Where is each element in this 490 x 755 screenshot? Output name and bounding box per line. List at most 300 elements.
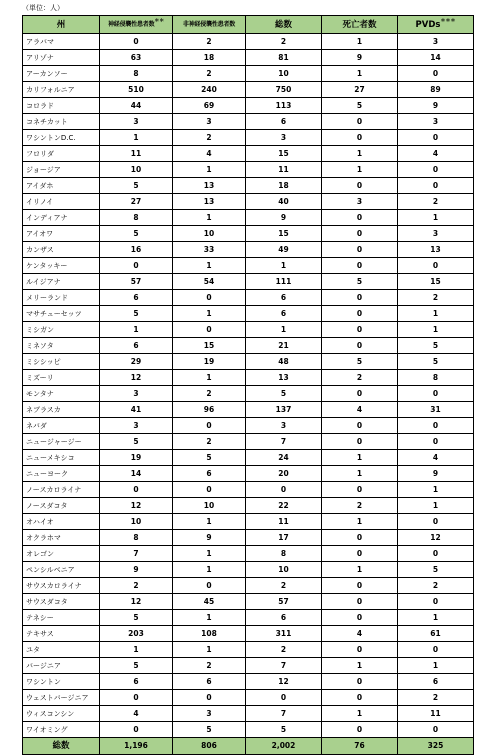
cell-total: 113 [246, 98, 322, 114]
cell-state: アイダホ [23, 178, 100, 194]
cell-nonneuro: 1 [173, 610, 246, 626]
cell-pvd: 0 [398, 722, 474, 738]
cell-pvd: 2 [398, 194, 474, 210]
cell-state: アリゾナ [23, 50, 100, 66]
cell-neuro: 203 [100, 626, 173, 642]
cell-state: バージニア [23, 658, 100, 674]
header-neuro: 神経侵襲性患者数＊＊ [100, 16, 173, 34]
cell-state: サウスダコタ [23, 594, 100, 610]
cell-pvd: 1 [398, 498, 474, 514]
totals-pvd: 325 [398, 738, 474, 755]
cell-deaths: 3 [322, 194, 398, 210]
table-row [23, 114, 474, 130]
table-row [23, 258, 474, 274]
cell-pvd: 1 [398, 306, 474, 322]
cell-total: 3 [246, 130, 322, 146]
header-total: 総数 [246, 16, 322, 34]
cell-total: 17 [246, 530, 322, 546]
cell-total: 7 [246, 434, 322, 450]
header-neuro-mark: ＊＊ [154, 17, 164, 24]
table-row [23, 98, 474, 114]
cell-deaths: 0 [322, 674, 398, 690]
table-row [23, 626, 474, 642]
table-row [23, 482, 474, 498]
cell-total: 1 [246, 322, 322, 338]
table-row [23, 290, 474, 306]
table-body [23, 34, 474, 738]
cell-state: オクラホマ [23, 530, 100, 546]
cell-neuro: 5 [100, 226, 173, 242]
cell-pvd: 11 [398, 706, 474, 722]
cell-neuro: 0 [100, 34, 173, 50]
cell-pvd: 4 [398, 146, 474, 162]
cell-neuro: 44 [100, 98, 173, 114]
cell-pvd: 61 [398, 626, 474, 642]
cell-pvd: 0 [398, 130, 474, 146]
cell-state: アーカンソー [23, 66, 100, 82]
cell-total: 0 [246, 482, 322, 498]
table-row [23, 658, 474, 674]
cell-total: 1 [246, 258, 322, 274]
cell-total: 57 [246, 594, 322, 610]
cell-pvd: 0 [398, 258, 474, 274]
cell-nonneuro: 1 [173, 562, 246, 578]
cell-state: ケンタッキー [23, 258, 100, 274]
cell-nonneuro: 240 [173, 82, 246, 98]
cell-deaths: 9 [322, 50, 398, 66]
table-row [23, 274, 474, 290]
cell-pvd: 1 [398, 210, 474, 226]
cell-neuro: 11 [100, 146, 173, 162]
cell-total: 49 [246, 242, 322, 258]
cell-nonneuro: 1 [173, 258, 246, 274]
cell-state: ワシントンD.C. [23, 130, 100, 146]
cell-deaths: 1 [322, 562, 398, 578]
cell-pvd: 13 [398, 242, 474, 258]
cell-nonneuro: 0 [173, 578, 246, 594]
cell-nonneuro: 2 [173, 658, 246, 674]
totals-nonneuro: 806 [173, 738, 246, 755]
cell-deaths: 0 [322, 178, 398, 194]
cell-state: フロリダ [23, 146, 100, 162]
cell-pvd: 1 [398, 610, 474, 626]
data-table-wrapper [22, 15, 473, 755]
cell-total: 11 [246, 514, 322, 530]
table-row [23, 370, 474, 386]
cell-deaths: 0 [322, 242, 398, 258]
cell-total: 15 [246, 146, 322, 162]
cell-nonneuro: 0 [173, 690, 246, 706]
table-row [23, 306, 474, 322]
cell-neuro: 2 [100, 578, 173, 594]
table-row [23, 162, 474, 178]
cell-neuro: 27 [100, 194, 173, 210]
cell-state: ニューヨーク [23, 466, 100, 482]
cell-state: ノースダコタ [23, 498, 100, 514]
cell-state: ワシントン [23, 674, 100, 690]
cell-total: 15 [246, 226, 322, 242]
cell-state: ウィスコンシン [23, 706, 100, 722]
cell-deaths: 27 [322, 82, 398, 98]
table-row [23, 498, 474, 514]
cell-pvd: 2 [398, 290, 474, 306]
cell-neuro: 3 [100, 386, 173, 402]
cell-deaths: 0 [322, 434, 398, 450]
cell-nonneuro: 10 [173, 498, 246, 514]
table-row [23, 706, 474, 722]
table-row [23, 674, 474, 690]
cell-state: ニューメキシコ [23, 450, 100, 466]
totals-total: 2,002 [246, 738, 322, 755]
table-row [23, 34, 474, 50]
header-pvd-mark: ＊＊＊ [440, 17, 456, 24]
cell-pvd: 3 [398, 34, 474, 50]
cell-total: 311 [246, 626, 322, 642]
cell-deaths: 0 [322, 290, 398, 306]
cell-neuro: 510 [100, 82, 173, 98]
cell-nonneuro: 0 [173, 418, 246, 434]
table-row [23, 450, 474, 466]
cell-deaths: 1 [322, 34, 398, 50]
cell-pvd: 5 [398, 338, 474, 354]
cell-nonneuro: 5 [173, 722, 246, 738]
cell-total: 12 [246, 674, 322, 690]
table-row [23, 50, 474, 66]
cell-deaths: 5 [322, 354, 398, 370]
cell-deaths: 0 [322, 578, 398, 594]
table-row [23, 226, 474, 242]
cell-nonneuro: 0 [173, 322, 246, 338]
header-deaths: 死亡者数 [322, 16, 398, 34]
table-row [23, 194, 474, 210]
table-row [23, 562, 474, 578]
table-row [23, 514, 474, 530]
cell-neuro: 9 [100, 562, 173, 578]
cell-neuro: 0 [100, 722, 173, 738]
cell-total: 750 [246, 82, 322, 98]
table-header [23, 16, 474, 34]
cell-nonneuro: 18 [173, 50, 246, 66]
cell-total: 111 [246, 274, 322, 290]
totals-neuro: 1,196 [100, 738, 173, 755]
cell-state: オレゴン [23, 546, 100, 562]
cell-nonneuro: 1 [173, 162, 246, 178]
cell-state: ワイオミング [23, 722, 100, 738]
cell-pvd: 9 [398, 98, 474, 114]
table-row [23, 82, 474, 98]
cell-pvd: 0 [398, 434, 474, 450]
table-row [23, 402, 474, 418]
cell-pvd: 0 [398, 514, 474, 530]
cell-neuro: 5 [100, 434, 173, 450]
cell-deaths: 1 [322, 658, 398, 674]
cell-neuro: 10 [100, 514, 173, 530]
cell-nonneuro: 0 [173, 482, 246, 498]
cell-state: メリーランド [23, 290, 100, 306]
cell-total: 2 [246, 34, 322, 50]
table-row [23, 610, 474, 626]
cell-pvd: 12 [398, 530, 474, 546]
cell-neuro: 8 [100, 66, 173, 82]
cell-state: コネチカット [23, 114, 100, 130]
cell-pvd: 31 [398, 402, 474, 418]
table-row [23, 386, 474, 402]
cell-state: サウスカロライナ [23, 578, 100, 594]
table-row [23, 354, 474, 370]
cell-total: 7 [246, 706, 322, 722]
cell-neuro: 8 [100, 530, 173, 546]
cell-nonneuro: 108 [173, 626, 246, 642]
cell-deaths: 0 [322, 418, 398, 434]
cell-deaths: 2 [322, 370, 398, 386]
cell-total: 22 [246, 498, 322, 514]
cell-deaths: 0 [322, 690, 398, 706]
cell-state: アイオワ [23, 226, 100, 242]
cell-pvd: 0 [398, 642, 474, 658]
cell-deaths: 0 [322, 258, 398, 274]
cell-nonneuro: 3 [173, 706, 246, 722]
cell-state: ミネソタ [23, 338, 100, 354]
table-row [23, 178, 474, 194]
totals-label: 総数 [23, 738, 100, 755]
table-row [23, 466, 474, 482]
cell-deaths: 1 [322, 514, 398, 530]
cell-total: 40 [246, 194, 322, 210]
cell-state: オハイオ [23, 514, 100, 530]
cell-nonneuro: 2 [173, 34, 246, 50]
cell-state: ミシシッピ [23, 354, 100, 370]
cell-pvd: 14 [398, 50, 474, 66]
cell-neuro: 6 [100, 338, 173, 354]
cell-pvd: 0 [398, 162, 474, 178]
cell-state: ウェストバージニア [23, 690, 100, 706]
cell-neuro: 4 [100, 706, 173, 722]
cell-nonneuro: 6 [173, 674, 246, 690]
cell-state: ミシガン [23, 322, 100, 338]
cell-state: ユタ [23, 642, 100, 658]
cell-neuro: 1 [100, 130, 173, 146]
cell-nonneuro: 45 [173, 594, 246, 610]
cell-neuro: 12 [100, 594, 173, 610]
cell-state: カンザス [23, 242, 100, 258]
cell-deaths: 1 [322, 146, 398, 162]
cell-deaths: 0 [322, 642, 398, 658]
cell-nonneuro: 1 [173, 306, 246, 322]
cell-pvd: 6 [398, 674, 474, 690]
table-row [23, 418, 474, 434]
cell-nonneuro: 19 [173, 354, 246, 370]
cell-deaths: 0 [322, 386, 398, 402]
cell-pvd: 2 [398, 578, 474, 594]
cell-deaths: 0 [322, 482, 398, 498]
cell-pvd: 0 [398, 178, 474, 194]
cell-state: ペンシルベニア [23, 562, 100, 578]
cell-deaths: 0 [322, 530, 398, 546]
cell-total: 10 [246, 562, 322, 578]
cell-total: 13 [246, 370, 322, 386]
cell-nonneuro: 13 [173, 194, 246, 210]
table-footer [23, 738, 474, 755]
table-row [23, 434, 474, 450]
cell-neuro: 8 [100, 210, 173, 226]
cell-neuro: 16 [100, 242, 173, 258]
cell-total: 11 [246, 162, 322, 178]
totals-row [23, 738, 474, 755]
cell-total: 6 [246, 306, 322, 322]
cell-total: 7 [246, 658, 322, 674]
table-row [23, 594, 474, 610]
cell-neuro: 12 [100, 370, 173, 386]
cell-neuro: 6 [100, 674, 173, 690]
cell-state: ノースカロライナ [23, 482, 100, 498]
cell-pvd: 9 [398, 466, 474, 482]
totals-deaths: 76 [322, 738, 398, 755]
table-row [23, 338, 474, 354]
cell-deaths: 5 [322, 98, 398, 114]
cell-nonneuro: 9 [173, 530, 246, 546]
cell-neuro: 63 [100, 50, 173, 66]
cell-state: テネシー [23, 610, 100, 626]
cell-pvd: 0 [398, 418, 474, 434]
header-state: 州 [23, 16, 100, 34]
cell-pvd: 89 [398, 82, 474, 98]
cell-deaths: 1 [322, 162, 398, 178]
cell-total: 10 [246, 66, 322, 82]
cell-pvd: 1 [398, 658, 474, 674]
cell-neuro: 1 [100, 322, 173, 338]
cell-pvd: 1 [398, 482, 474, 498]
cell-total: 5 [246, 722, 322, 738]
cell-deaths: 0 [322, 722, 398, 738]
cell-neuro: 19 [100, 450, 173, 466]
cell-deaths: 0 [322, 338, 398, 354]
table-row [23, 690, 474, 706]
cell-state: ネブラスカ [23, 402, 100, 418]
header-row [23, 16, 474, 34]
cell-deaths: 5 [322, 274, 398, 290]
cell-neuro: 0 [100, 258, 173, 274]
cases-table [22, 15, 474, 755]
cell-pvd: 15 [398, 274, 474, 290]
cell-nonneuro: 13 [173, 178, 246, 194]
cell-deaths: 0 [322, 306, 398, 322]
table-row [23, 130, 474, 146]
cell-state: ルイジアナ [23, 274, 100, 290]
cell-neuro: 41 [100, 402, 173, 418]
cell-nonneuro: 0 [173, 290, 246, 306]
cell-nonneuro: 2 [173, 434, 246, 450]
cell-neuro: 29 [100, 354, 173, 370]
cell-neuro: 0 [100, 690, 173, 706]
cell-neuro: 3 [100, 114, 173, 130]
cell-state: カリフォルニア [23, 82, 100, 98]
cell-deaths: 0 [322, 610, 398, 626]
cell-total: 6 [246, 290, 322, 306]
cell-nonneuro: 1 [173, 370, 246, 386]
header-pvd: PVDs＊＊＊ [398, 16, 474, 34]
cell-total: 24 [246, 450, 322, 466]
cell-nonneuro: 1 [173, 210, 246, 226]
cell-deaths: 0 [322, 226, 398, 242]
cell-pvd: 3 [398, 226, 474, 242]
cell-deaths: 1 [322, 706, 398, 722]
table-row [23, 210, 474, 226]
cell-pvd: 0 [398, 386, 474, 402]
cell-state: マサチューセッツ [23, 306, 100, 322]
table-row [23, 146, 474, 162]
cell-pvd: 0 [398, 546, 474, 562]
cell-total: 81 [246, 50, 322, 66]
cell-deaths: 0 [322, 130, 398, 146]
cell-total: 6 [246, 610, 322, 626]
cell-neuro: 57 [100, 274, 173, 290]
cell-total: 5 [246, 386, 322, 402]
cell-deaths: 4 [322, 626, 398, 642]
cell-state: ニュージャージー [23, 434, 100, 450]
cell-deaths: 2 [322, 498, 398, 514]
cell-neuro: 3 [100, 418, 173, 434]
table-row [23, 530, 474, 546]
cell-total: 9 [246, 210, 322, 226]
cell-pvd: 2 [398, 690, 474, 706]
cell-neuro: 0 [100, 482, 173, 498]
cell-state: モンタナ [23, 386, 100, 402]
cell-nonneuro: 1 [173, 514, 246, 530]
cell-neuro: 5 [100, 610, 173, 626]
cell-deaths: 0 [322, 114, 398, 130]
cell-nonneuro: 3 [173, 114, 246, 130]
cell-deaths: 1 [322, 450, 398, 466]
cell-neuro: 7 [100, 546, 173, 562]
cell-total: 0 [246, 690, 322, 706]
cell-nonneuro: 10 [173, 226, 246, 242]
cell-nonneuro: 69 [173, 98, 246, 114]
cell-deaths: 0 [322, 594, 398, 610]
cell-nonneuro: 1 [173, 546, 246, 562]
cell-total: 20 [246, 466, 322, 482]
cell-total: 6 [246, 114, 322, 130]
table-row [23, 242, 474, 258]
cell-neuro: 10 [100, 162, 173, 178]
cell-pvd: 5 [398, 354, 474, 370]
cell-state: ミズーリ [23, 370, 100, 386]
cell-neuro: 5 [100, 306, 173, 322]
cell-deaths: 1 [322, 466, 398, 482]
cell-nonneuro: 5 [173, 450, 246, 466]
cell-nonneuro: 96 [173, 402, 246, 418]
cell-nonneuro: 2 [173, 130, 246, 146]
cell-pvd: 8 [398, 370, 474, 386]
cell-total: 18 [246, 178, 322, 194]
cell-nonneuro: 1 [173, 642, 246, 658]
cell-deaths: 0 [322, 546, 398, 562]
cell-nonneuro: 2 [173, 386, 246, 402]
cell-nonneuro: 33 [173, 242, 246, 258]
cell-nonneuro: 54 [173, 274, 246, 290]
cell-deaths: 4 [322, 402, 398, 418]
cell-neuro: 6 [100, 290, 173, 306]
cell-state: コロラド [23, 98, 100, 114]
cell-state: アラバマ [23, 34, 100, 50]
cell-total: 3 [246, 418, 322, 434]
cell-nonneuro: 2 [173, 66, 246, 82]
table-row [23, 546, 474, 562]
cell-total: 2 [246, 578, 322, 594]
cell-state: ジョージア [23, 162, 100, 178]
cell-total: 21 [246, 338, 322, 354]
cell-pvd: 0 [398, 594, 474, 610]
cell-state: ネバダ [23, 418, 100, 434]
